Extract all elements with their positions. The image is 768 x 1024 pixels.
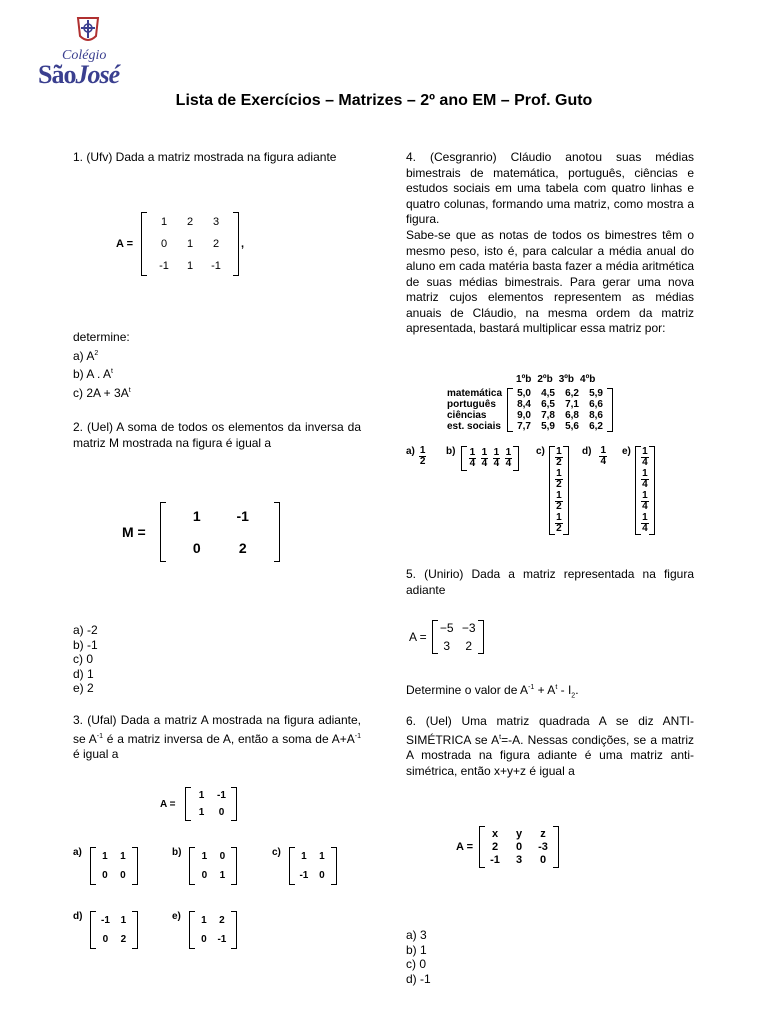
q6-sup: t [499, 733, 502, 741]
q6-option: d) -1 [406, 971, 431, 986]
matrix-cell: −3 [461, 621, 476, 635]
numerator: 1 [642, 512, 648, 523]
fraction [639, 447, 651, 468]
q2-matrix-block [122, 502, 282, 562]
fraction [502, 448, 514, 469]
numerator: 1 [556, 512, 562, 523]
q4-option-label: a) [406, 446, 415, 457]
matrix-cell: 1 [160, 216, 168, 228]
q4-option-c [536, 446, 571, 535]
grade-cell: 6,2 [589, 421, 603, 432]
q5-det-b: + A [534, 683, 556, 697]
matrix-cell: 0 [515, 841, 523, 853]
fraction [490, 448, 502, 469]
grade-cell: 5,9 [589, 388, 603, 399]
subject-name: est. sociais [447, 421, 501, 432]
q2-option: b) -1 [73, 637, 98, 652]
q3-option-matrix [90, 911, 138, 949]
grade-cell: 5,6 [565, 421, 579, 432]
matrix-cell: 1 [201, 915, 207, 926]
matrix-cell: -1 [159, 260, 169, 272]
q3-option-label: e) [172, 911, 181, 922]
denominator: 4 [642, 523, 648, 534]
q3-intro-b: é a matriz inversa de A, então a soma de A+A [103, 731, 355, 746]
denominator: 2 [556, 501, 562, 512]
matrix-cell: z [540, 828, 546, 840]
q6-intro-b: =-A. Nessas condições, se a matriz A mostrada na figura adiante é uma matriz anti-simétrica, então x+y+z é igual a [406, 732, 694, 778]
q3-sup2: -1 [354, 732, 361, 740]
q1-item-c-sup: t [128, 386, 131, 394]
q1-item-b-text: b) A . A [73, 367, 112, 381]
q5-det-a: Determine o valor de A [406, 683, 529, 697]
fraction [553, 491, 565, 512]
matrix-cell: -3 [538, 841, 548, 853]
fraction [553, 447, 565, 468]
numerator: 1 [481, 447, 488, 458]
matrix-cell: y [515, 828, 523, 840]
matrix-cell: 1 [219, 870, 226, 881]
denominator: 4 [642, 479, 648, 490]
q1-item-c [73, 383, 131, 402]
logo-sao: São [38, 60, 76, 89]
q4-para2: Sabe-se que as notas de todos os bimestres têm o mesmo peso, isto é, para calcular a média anual do aluno em cada matéria basta fazer a média aritmética de suas médias bimestrais. Para gerar uma nova matriz cujos elementos representem as médias anuais de Cláudio, na mesma ordem da matriz apresentada, bastará multiplicar essa matriz por: [406, 228, 694, 335]
denominator: 4 [642, 457, 648, 468]
matrix-cell: 1 [201, 851, 208, 862]
matrix-cell: 2 [491, 841, 499, 853]
grade-cell: 8,4 [517, 399, 531, 410]
q5-intro: 5. (Unirio) Dada a matriz representada na figura adiante [406, 567, 694, 597]
q4-option-a [406, 446, 426, 467]
grade-cell: 5,9 [541, 421, 555, 432]
matrix-cell: 2 [465, 639, 473, 653]
matrix-cell: 1 [120, 915, 127, 926]
q5-det-d: . [575, 683, 579, 697]
matrix-cell: 0 [102, 870, 108, 881]
matrix-cell: 0 [120, 870, 126, 881]
q6-matrix-block [456, 826, 561, 868]
q3-option-d [73, 911, 140, 949]
q6-lhs: A = [456, 841, 474, 853]
matrix-cell: 2 [212, 238, 220, 250]
q1-intro: 1. (Ufv) Dada a matriz mostrada na figura adiante [73, 150, 337, 164]
q3-option-label: b) [172, 847, 182, 858]
grade-cell: 8,6 [589, 410, 603, 421]
q1-item-a-text: a) A [73, 348, 95, 363]
grade-cell: 6,2 [565, 388, 579, 399]
matrix-cell: 2 [186, 216, 194, 228]
q4-column-vector [549, 446, 569, 535]
q4-subject-names [444, 388, 505, 432]
q4-grades-matrix [507, 388, 613, 432]
q6-options [406, 928, 431, 986]
denominator: 4 [493, 458, 500, 469]
denominator: 2 [419, 456, 426, 467]
fraction [599, 446, 607, 467]
numerator: 1 [505, 447, 512, 458]
q1-item-a-sup: 2 [94, 349, 99, 357]
q5-sup1: -1 [528, 684, 535, 691]
matrix-cell: 1 [198, 807, 205, 818]
matrix-cell: 0 [219, 851, 226, 862]
bimester-header: 2ºb [537, 374, 553, 385]
numerator: 1 [469, 447, 476, 458]
denominator: 4 [642, 501, 648, 512]
fraction [639, 469, 651, 490]
q4-option-d [582, 446, 607, 467]
q3-option-matrix [289, 847, 337, 885]
q2-option: c) 0 [73, 652, 94, 666]
numerator: 1 [642, 468, 648, 479]
q2-options [73, 623, 98, 696]
q3-option-matrix [189, 911, 237, 949]
numerator: 1 [556, 490, 562, 501]
q6-intro [406, 714, 694, 779]
page-title: Lista de Exercícios – Matrizes – 2º ano EM – Prof. Guto [175, 92, 593, 109]
subject-name: ciências [447, 410, 487, 421]
denominator: 2 [556, 523, 562, 534]
grade-cell: 4,5 [541, 388, 555, 399]
grade-cell: 5,0 [517, 388, 531, 399]
q6-matrix [479, 826, 559, 868]
q1-comma: , [241, 238, 245, 250]
q4-headers [513, 374, 598, 385]
matrix-cell: -1 [217, 790, 226, 801]
q5-sup2: t [555, 684, 558, 691]
denominator: 4 [469, 458, 476, 469]
matrix-cell: 0 [218, 807, 225, 818]
q3-option-a [73, 847, 140, 885]
q5-det-c: - I [557, 683, 572, 697]
matrix-cell: 3 [515, 854, 523, 866]
q3-matrix-block [160, 787, 239, 821]
subject-name: português [447, 399, 496, 410]
matrix-cell: -1 [490, 854, 500, 866]
matrix-cell: -1 [236, 508, 249, 524]
q3-option-matrix [90, 847, 138, 885]
logo-sao-jose [38, 60, 119, 90]
q6-intro-a: 6. (Uel) Uma matriz quadrada A se diz ANTI-SIMÉTRICA se A [406, 714, 694, 747]
q1-matrix [141, 212, 239, 276]
q2-option: a) -2 [73, 623, 98, 637]
matrix-cell: 1 [301, 851, 307, 862]
matrix-cell: 0 [201, 934, 207, 945]
denominator: 4 [505, 458, 512, 469]
matrix-cell: -1 [217, 934, 227, 945]
grade-cell: 6,8 [565, 410, 579, 421]
grade-cell: 7,1 [565, 399, 579, 410]
matrix-cell: 0 [201, 870, 208, 881]
q2-matrix [160, 502, 280, 562]
subject-name: matemática [447, 388, 503, 399]
fraction [478, 448, 490, 469]
numerator: 1 [600, 445, 607, 456]
q1-determine: determine: [73, 330, 130, 344]
matrix-cell: 1 [186, 260, 194, 272]
q4-option-e [622, 446, 657, 535]
matrix-cell: 1 [120, 851, 126, 862]
grade-cell: 9,0 [517, 410, 531, 421]
q3-option-e [172, 911, 239, 949]
q4-row-vector [461, 446, 519, 471]
matrix-cell: 0 [539, 854, 547, 866]
fraction [553, 513, 565, 534]
matrix-cell: 3 [443, 639, 451, 653]
q6-option: b) 1 [406, 942, 427, 957]
fraction [419, 446, 427, 467]
q4-para1: 4. (Cesgranrio) Cláudio anotou suas médias bimestrais de matemática, português, ciências e estudos sociais em uma tabela com quatro linhas e quatro colunas, formando uma matriz, como mostra a figura. [406, 150, 694, 226]
q1-item-a [73, 346, 131, 365]
matrix-cell: 1 [192, 508, 201, 524]
q3-option-matrix [189, 847, 237, 885]
matrix-cell: 3 [212, 216, 220, 228]
q5-determine [406, 680, 579, 704]
q3-intro-a: 3. (Ufal) Dada a matriz A mostrada na figura adiante, se A [73, 713, 361, 746]
q3-sup1: -1 [96, 732, 104, 740]
matrix-cell: 1 [102, 851, 108, 862]
numerator: 1 [493, 447, 500, 458]
q3-option-c [272, 847, 339, 885]
matrix-cell: 1 [198, 790, 205, 801]
grade-cell: 6,6 [589, 399, 603, 410]
fraction [639, 513, 651, 534]
denominator: 4 [481, 458, 488, 469]
matrix-cell: 0 [319, 870, 325, 881]
q1-item-b-sup: t [111, 368, 113, 375]
q4-grades-table [444, 374, 615, 432]
matrix-cell: 2 [238, 540, 247, 556]
matrix-cell: 0 [192, 540, 201, 556]
q3-intro [73, 713, 361, 763]
q2-lhs: M = [122, 524, 146, 540]
q2-option: d) 1 [73, 666, 94, 681]
fraction [553, 469, 565, 490]
matrix-cell: −5 [439, 621, 454, 635]
q1-item-b [73, 364, 131, 383]
numerator: 1 [642, 490, 648, 501]
q1-item-c-text: c) 2A + 3A [73, 385, 129, 400]
matrix-cell: 0 [160, 238, 168, 250]
bimester-header: 4ºb [580, 374, 596, 385]
q3-option-label: c) [272, 847, 281, 858]
crest-icon [70, 14, 106, 46]
bimester-header: 3ºb [558, 374, 575, 385]
grade-cell: 7,7 [517, 421, 531, 432]
q5-lhs: A = [409, 630, 427, 644]
denominator: 2 [556, 479, 562, 490]
q6-option: c) 0 [406, 957, 427, 971]
fraction [639, 491, 651, 512]
matrix-cell: 2 [219, 915, 225, 926]
matrix-cell: 1 [319, 851, 325, 862]
q5-matrix-block [409, 620, 486, 654]
school-logo [38, 14, 148, 94]
grade-cell: 6,5 [541, 399, 555, 410]
q3-matrix [185, 787, 237, 821]
matrix-cell: -1 [299, 870, 309, 881]
q3-intro-c: é igual a [73, 747, 119, 761]
q4-option-b [446, 446, 521, 471]
q2-intro: 2. (Uel) A soma de todos os elementos da inversa da matriz M mostrada na figura é igual a [73, 420, 361, 450]
numerator: 1 [642, 446, 648, 457]
matrix-cell: 1 [186, 238, 194, 250]
matrix-cell: -1 [211, 260, 221, 272]
denominator: 4 [600, 456, 607, 467]
q2-option: e) 2 [73, 681, 94, 695]
q1-answers [73, 330, 131, 401]
denominator: 2 [556, 457, 562, 468]
logo-jose: José [75, 60, 120, 89]
q5-matrix [432, 620, 484, 654]
q4-option-label: b) [446, 446, 456, 457]
q4-option-label: c) [536, 446, 545, 457]
q1-lhs: A = [116, 238, 134, 250]
logo-colegio: Colégio [62, 48, 107, 63]
q4-column-vector [635, 446, 655, 535]
q4-option-label: d) [582, 446, 592, 457]
matrix-cell: 2 [120, 934, 127, 945]
q3-option-b [172, 847, 239, 885]
numerator: 1 [419, 445, 426, 456]
matrix-cell: 0 [102, 934, 109, 945]
matrix-cell: x [491, 828, 499, 840]
q3-option-label: a) [73, 847, 82, 858]
q6-option: a) 3 [406, 928, 427, 942]
bimester-header: 1ºb [516, 374, 532, 385]
grade-cell: 7,8 [541, 410, 555, 421]
matrix-cell: -1 [101, 915, 110, 926]
q3-option-label: d) [73, 911, 83, 922]
q3-lhs: A = [160, 798, 176, 810]
q4-option-label: e) [622, 446, 631, 457]
numerator: 1 [556, 468, 562, 479]
numerator: 1 [556, 446, 562, 457]
fraction [466, 448, 478, 469]
q1-matrix-block [116, 212, 244, 276]
q5-sub: 2 [571, 692, 576, 700]
